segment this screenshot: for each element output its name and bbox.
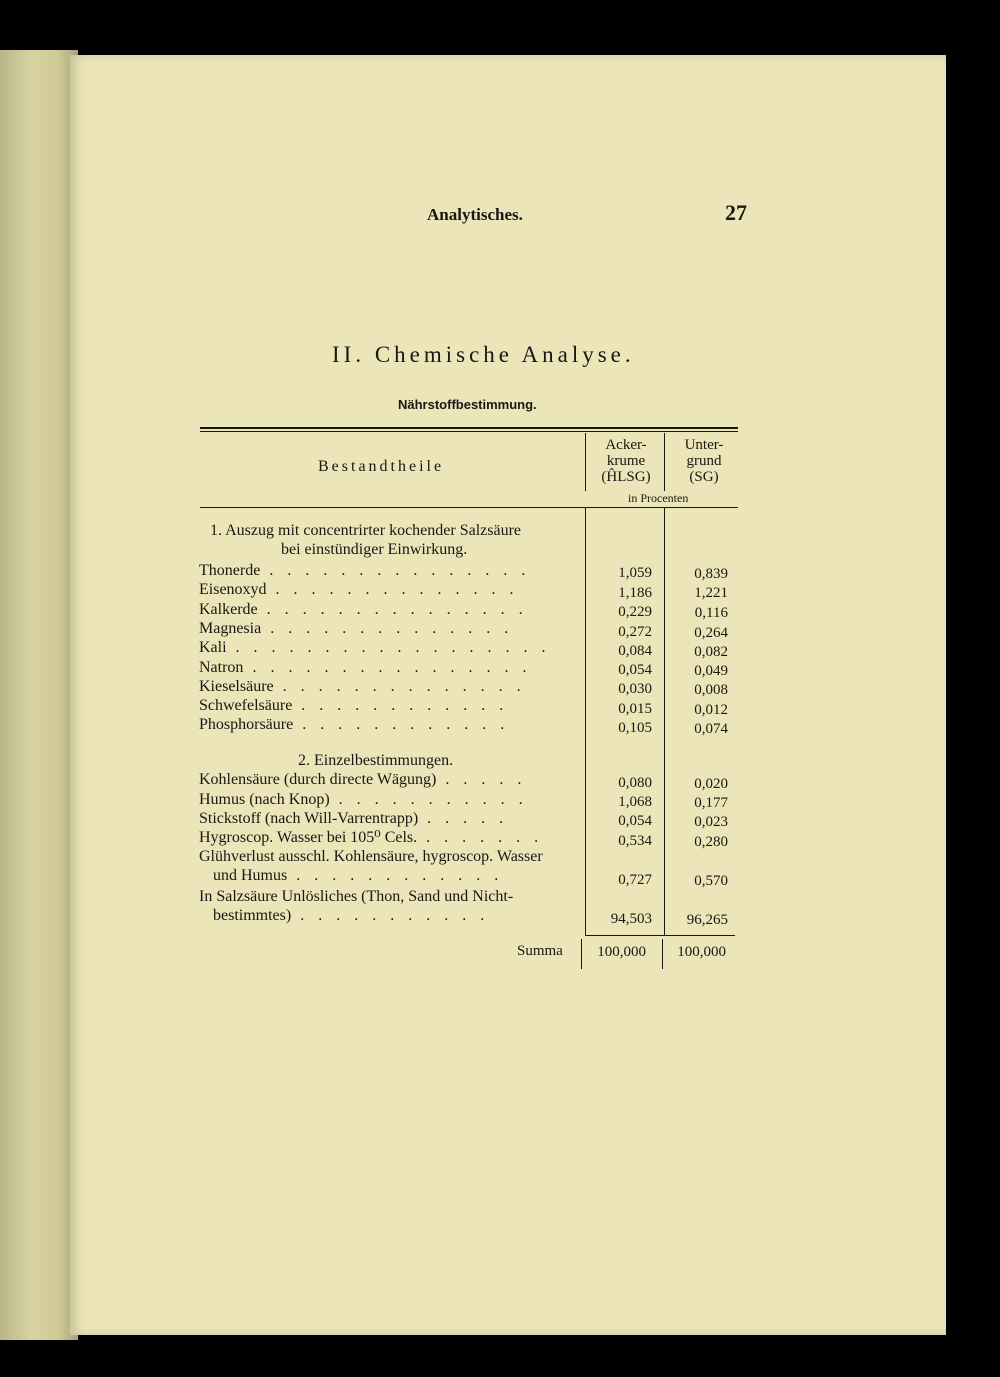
cell-unter: 0,020 xyxy=(694,776,728,792)
row-label: Magnesia xyxy=(199,620,262,637)
table-row: Kali . . . . . . . . . . . . . . . . . . xyxy=(199,639,551,656)
cell-acker: 0,534 xyxy=(618,833,652,849)
sum-label: Summa xyxy=(517,943,563,959)
cell-unter: 0,012 xyxy=(694,702,728,718)
book-page xyxy=(70,55,946,1335)
group1-heading-line1: 1. Auszug mit concentrirter kochender Salzsäure xyxy=(210,522,521,539)
cell-unter: 0,177 xyxy=(694,795,728,811)
cell-unter: 0,280 xyxy=(694,834,728,850)
table-row: Stickstoff (nach Will-Varrentrapp) . . . . . xyxy=(199,810,509,827)
table-row: Phosphorsäure . . . . . . . . . . . . xyxy=(199,716,510,733)
cell-acker: 0,080 xyxy=(618,775,652,791)
table-row: Natron . . . . . . . . . . . . . . . . xyxy=(199,659,532,676)
table-row: Schwefelsäure . . . . . . . . . . . . xyxy=(199,697,509,714)
cell-unter: 1,221 xyxy=(694,585,728,601)
unit-label: in Procenten xyxy=(628,491,689,505)
page-number: 27 xyxy=(725,200,747,225)
cell-acker: 94,503 xyxy=(610,911,652,927)
table-title: Nährstoffbestimmung. xyxy=(398,397,537,412)
table-row-label-line1: Glühverlust ausschl. Kohlensäure, hygroscop. Wasser xyxy=(199,848,543,865)
running-title: Analytisches. xyxy=(427,205,523,224)
cell-acker: 0,105 xyxy=(618,720,652,736)
section-title: II. Chemische Analyse. xyxy=(332,342,635,367)
cell-acker: 1,059 xyxy=(618,565,652,581)
unter-line1: Unter- xyxy=(684,437,724,453)
cell-unter: 0,264 xyxy=(694,625,728,641)
table-row: bestimmtes) . . . . . . . . . . . xyxy=(213,907,490,924)
row-label: bestimmtes) xyxy=(213,907,292,924)
table-row: Thonerde . . . . . . . . . . . . . . . xyxy=(199,562,531,579)
cell-acker: 0,054 xyxy=(618,813,652,829)
row-label: Eisenoxyd xyxy=(199,581,267,598)
cell-unter: 0,082 xyxy=(694,644,728,660)
cell-unter: 0,049 xyxy=(694,663,728,679)
row-label: Kohlensäure (durch directe Wägung) xyxy=(199,771,437,788)
cell-acker: 0,229 xyxy=(618,604,652,620)
table-row: Kalkerde . . . . . . . . . . . . . . . xyxy=(199,601,528,618)
table-top-rule xyxy=(200,427,738,429)
cell-unter: 0,839 xyxy=(694,566,728,582)
cell-acker: 1,068 xyxy=(618,794,652,810)
sum-unter: 100,000 xyxy=(677,944,726,960)
row-label: Stickstoff (nach Will-Varrentrapp) xyxy=(199,810,419,827)
cell-unter: 96,265 xyxy=(686,912,728,928)
cell-acker: 0,030 xyxy=(618,681,652,697)
cell-acker: 0,015 xyxy=(618,701,652,717)
group2-heading: 2. Einzelbestimmungen. xyxy=(298,752,454,769)
row-label: Schwefelsäure xyxy=(199,697,293,714)
row-label: Thonerde xyxy=(199,562,261,579)
table-row-label-line1: In Salzsäure Unlösliches (Thon, Sand und Nicht- xyxy=(199,888,514,905)
acker-line3: (ĤLSG) xyxy=(601,469,651,485)
row-label: und Humus xyxy=(213,867,288,884)
cell-acker: 0,084 xyxy=(618,643,652,659)
header-bottom-rule xyxy=(200,507,738,508)
row-label: Kieselsäure xyxy=(199,678,274,695)
unter-line2: grund xyxy=(686,453,722,469)
column-header-component: Bestandtheile xyxy=(318,458,445,475)
column-header-acker xyxy=(592,437,660,485)
acker-line2: krume xyxy=(606,453,646,469)
unter-line3: (SG) xyxy=(689,469,719,485)
cell-unter: 0,008 xyxy=(694,682,728,698)
cell-acker: 0,054 xyxy=(618,662,652,678)
cell-unter: 0,570 xyxy=(694,873,728,889)
group1-heading-line2: bei einstündiger Einwirkung. xyxy=(281,541,468,558)
book-spine xyxy=(0,50,78,1340)
cell-unter: 0,074 xyxy=(694,721,728,737)
row-label: Kali xyxy=(199,639,227,656)
row-label: Natron xyxy=(199,659,244,676)
column-divider-2-head xyxy=(664,433,665,491)
table-row: Eisenoxyd . . . . . . . . . . . . . . xyxy=(199,581,519,598)
cell-unter: 0,116 xyxy=(694,605,728,621)
column-header-unter xyxy=(670,437,738,485)
row-label: Humus (nach Knop) xyxy=(199,791,330,808)
table-top-rule-thin xyxy=(200,431,738,432)
table-row: Magnesia . . . . . . . . . . . . . . xyxy=(199,620,514,637)
sum-acker: 100,000 xyxy=(597,944,646,960)
column-divider-1-head xyxy=(585,433,586,491)
cell-acker: 0,727 xyxy=(618,872,652,888)
table-row: Hygroscop. Wasser bei 105⁰ Cels. . . . . . . . xyxy=(199,829,544,846)
row-label: Hygroscop. Wasser bei 105⁰ Cels. xyxy=(199,829,418,846)
acker-line1: Acker- xyxy=(605,437,647,453)
table-row: Kieselsäure . . . . . . . . . . . . . . xyxy=(199,678,526,695)
row-label: Phosphorsäure xyxy=(199,716,294,733)
table-row: Humus (nach Knop) . . . . . . . . . . . xyxy=(199,791,528,808)
table-row: und Humus . . . . . . . . . . . . xyxy=(213,867,504,884)
sum-rule xyxy=(585,935,735,936)
cell-acker: 1,186 xyxy=(618,585,652,601)
table-row: Kohlensäure (durch directe Wägung) . . . . . xyxy=(199,771,527,788)
row-label: Kalkerde xyxy=(199,601,258,618)
cell-acker: 0,272 xyxy=(618,624,652,640)
cell-unter: 0,023 xyxy=(694,814,728,830)
